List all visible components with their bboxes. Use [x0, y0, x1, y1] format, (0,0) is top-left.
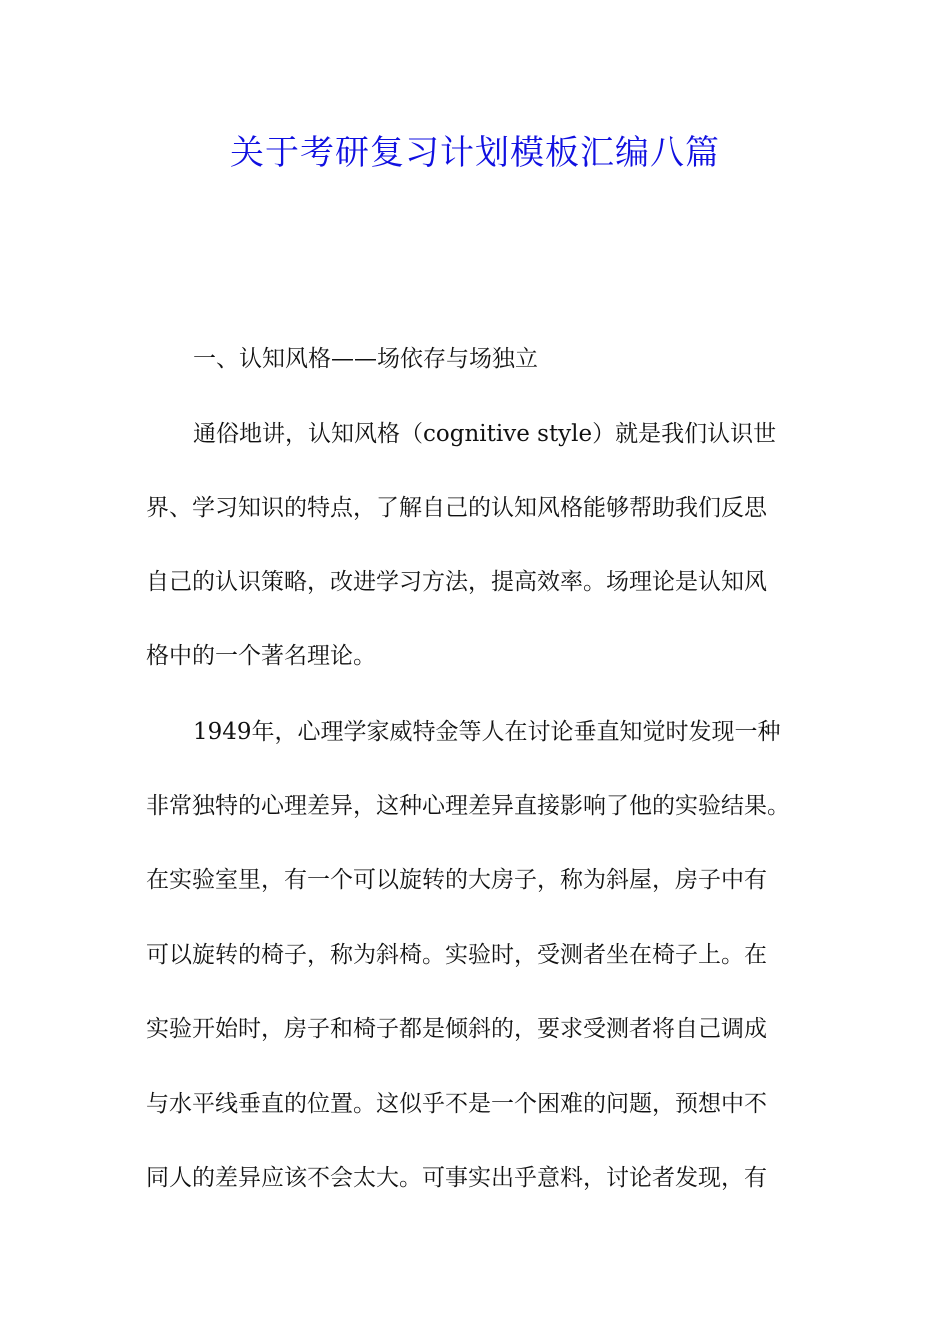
section-heading: 一、认知风格——场依存与场独立 [193, 346, 538, 372]
paragraph-line: 非常独特的心理差异，这种心理差异直接影响了他的实验结果。 [146, 793, 790, 819]
paragraph-line: 界、学习知识的特点，了解自己的认知风格能够帮助我们反思 [146, 495, 767, 521]
paragraph-line: 自己的认识策略，改进学习方法，提高效率。场理论是认知风 [146, 569, 767, 595]
paragraph-line: 可以旋转的椅子，称为斜椅。实验时，受测者坐在椅子上。在 [146, 942, 767, 968]
paragraph-line: 格中的一个著名理论。 [146, 643, 376, 669]
paragraph-line: 在实验室里，有一个可以旋转的大房子，称为斜屋，房子中有 [146, 867, 767, 893]
paragraph-line: 通俗地讲，认知风格（cognitive style）就是我们认识世 [193, 421, 777, 447]
document-title: 关于考研复习计划模板汇编八篇 [230, 133, 720, 173]
paragraph-line: 同人的差异应该不会太大。可事实出乎意料，讨论者发现，有 [146, 1165, 767, 1191]
paragraph-line: 实验开始时，房子和椅子都是倾斜的，要求受测者将自己调成 [146, 1016, 767, 1042]
paragraph-line: 与水平线垂直的位置。这似乎不是一个困难的问题，预想中不 [146, 1091, 767, 1117]
paragraph-line: 1949年，心理学家威特金等人在讨论垂直知觉时发现一种 [193, 719, 781, 745]
